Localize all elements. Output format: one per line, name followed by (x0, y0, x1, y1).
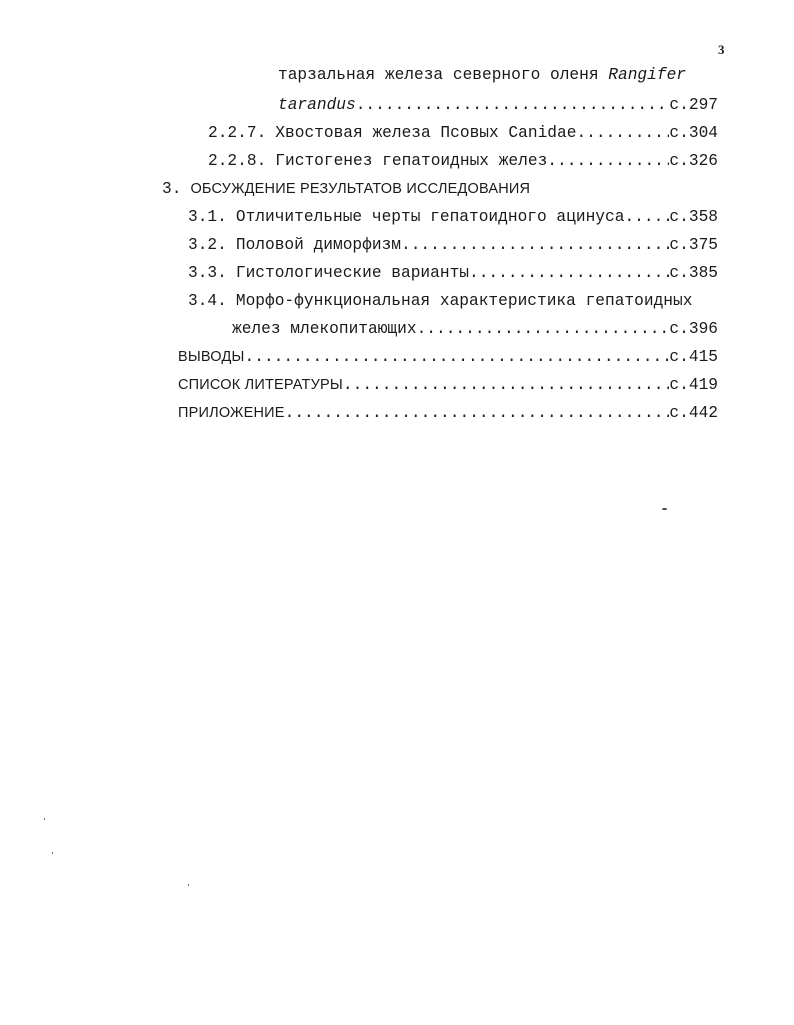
entry-number: 3.4. (188, 292, 227, 310)
entry-text: тарзальная железа северного оленя (278, 66, 609, 84)
scan-speck (44, 818, 45, 820)
entry-page: с.442 (669, 404, 718, 422)
entry-number: 3.2. (188, 236, 227, 254)
leader-dots (245, 348, 670, 366)
entry-page: с.297 (669, 96, 718, 114)
entry-title: tarandus (278, 96, 356, 114)
entry-number: 3.1. (188, 208, 227, 226)
toc-entry (188, 208, 718, 232)
toc-entry (208, 124, 718, 148)
leader-dots (547, 152, 669, 170)
leader-dots (401, 236, 669, 254)
leader-dots (356, 96, 670, 114)
page-number: 3 (718, 42, 725, 57)
toc-section-heading (162, 180, 722, 204)
entry-number: 2.2.8. (208, 152, 267, 170)
scan-speck (188, 884, 189, 886)
entry-italic: Rangifer (608, 66, 686, 84)
leader-dots (343, 376, 670, 394)
entry-title: ОБСУЖДЕНИЕ РЕЗУЛЬТАТОВ ИССЛЕДОВАНИЯ (190, 181, 531, 197)
toc-entry (178, 376, 718, 400)
entry-title: Морфо-функциональная характеристика гепатоидных (235, 292, 693, 310)
entry-title: Гистогенез гепатоидных желез (275, 152, 548, 170)
toc-entry (208, 152, 718, 176)
toc-entry (278, 96, 718, 120)
entry-page: с.415 (669, 348, 718, 366)
leader-dots (285, 404, 670, 422)
entry-title: Половой диморфизм (235, 236, 401, 254)
entry-page: с.326 (669, 152, 718, 170)
entry-page: с.375 (669, 236, 718, 254)
entry-page: с.419 (669, 376, 718, 394)
entry-page: с.358 (669, 208, 718, 226)
toc-entry (232, 320, 718, 344)
entry-title: ПРИЛОЖЕНИЕ (178, 405, 285, 421)
entry-title: Хвостовая железа Псовых Canidae (275, 124, 577, 142)
toc-entry (178, 348, 718, 372)
toc-entry (178, 404, 718, 428)
toc-entry (188, 236, 718, 260)
toc-entry-continuation (278, 66, 686, 84)
entry-number: 3. (162, 180, 182, 198)
entry-title: желез млекопитающих (232, 320, 417, 338)
leader-dots (469, 264, 669, 282)
entry-page: с.304 (669, 124, 718, 142)
entry-page: с.396 (669, 320, 718, 338)
scan-speck (52, 852, 53, 854)
leader-dots (624, 208, 669, 226)
entry-title: ВЫВОДЫ (178, 349, 245, 365)
entry-number: 2.2.7. (208, 124, 267, 142)
toc-entry (188, 264, 718, 288)
entry-title: Гистологические варианты (235, 264, 469, 282)
entry-number: 3.3. (188, 264, 227, 282)
entry-page: с.385 (669, 264, 718, 282)
leader-dots (417, 320, 670, 338)
scan-speck (662, 508, 667, 510)
entry-title: СПИСОК ЛИТЕРАТУРЫ (178, 377, 343, 393)
leader-dots (576, 124, 669, 142)
entry-title: Отличительные черты гепатоидного ацинуса (235, 208, 625, 226)
toc-entry (188, 292, 733, 316)
